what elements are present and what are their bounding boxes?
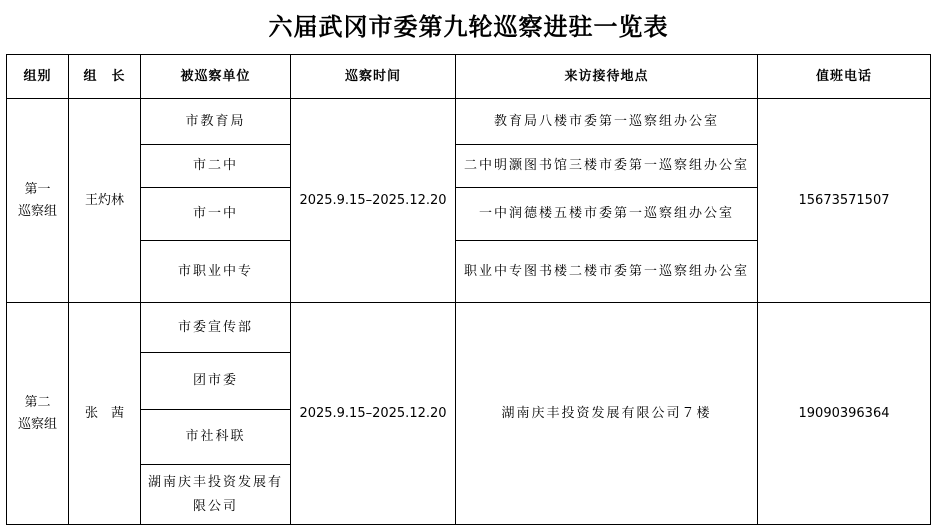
location-cell: 教育局八楼市委第一巡察组办公室	[456, 99, 758, 145]
group-name-line2: 巡察组	[17, 416, 57, 432]
unit-cell: 市教育局	[141, 99, 291, 145]
unit-cell: 湖南庆丰投资发展有限公司	[141, 465, 291, 525]
group-name-cell	[7, 99, 69, 303]
unit-cell: 市社科联	[141, 410, 291, 465]
header-leader: 组 长	[69, 55, 141, 99]
leader-cell: 王灼林	[69, 99, 141, 303]
table-row	[7, 99, 931, 145]
table-row	[7, 303, 931, 353]
time-cell: 2025.9.15–2025.12.20	[291, 99, 456, 303]
header-time: 巡察时间	[291, 55, 456, 99]
header-phone: 值班电话	[758, 55, 931, 99]
location-cell: 一中润德楼五楼市委第一巡察组办公室	[456, 188, 758, 241]
unit-cell: 市一中	[141, 188, 291, 241]
header-unit: 被巡察单位	[141, 55, 291, 99]
inspection-table	[6, 54, 931, 525]
unit-cell: 团市委	[141, 353, 291, 410]
unit-cell: 市委宣传部	[141, 303, 291, 353]
page-title: 六届武冈市委第九轮巡察进驻一览表	[268, 12, 669, 41]
group-name-cell	[7, 303, 69, 525]
time-cell: 2025.9.15–2025.12.20	[291, 303, 456, 525]
header-group: 组别	[7, 55, 69, 99]
unit-cell: 市职业中专	[141, 241, 291, 303]
unit-cell: 市二中	[141, 145, 291, 188]
phone-cell: 19090396364	[758, 303, 931, 525]
phone-cell: 15673571507	[758, 99, 931, 303]
location-cell: 二中明灏图书馆三楼市委第一巡察组办公室	[456, 145, 758, 188]
group-name-line1: 第一	[24, 181, 51, 197]
header-location: 来访接待地点	[456, 55, 758, 99]
location-cell: 职业中专图书楼二楼市委第一巡察组办公室	[456, 241, 758, 303]
header-row	[7, 55, 931, 99]
location-cell: 湖南庆丰投资发展有限公司７楼	[456, 303, 758, 525]
group-name-line2: 巡察组	[17, 203, 57, 219]
group-name-line1: 第二	[24, 394, 51, 410]
leader-cell: 张 茜	[69, 303, 141, 525]
